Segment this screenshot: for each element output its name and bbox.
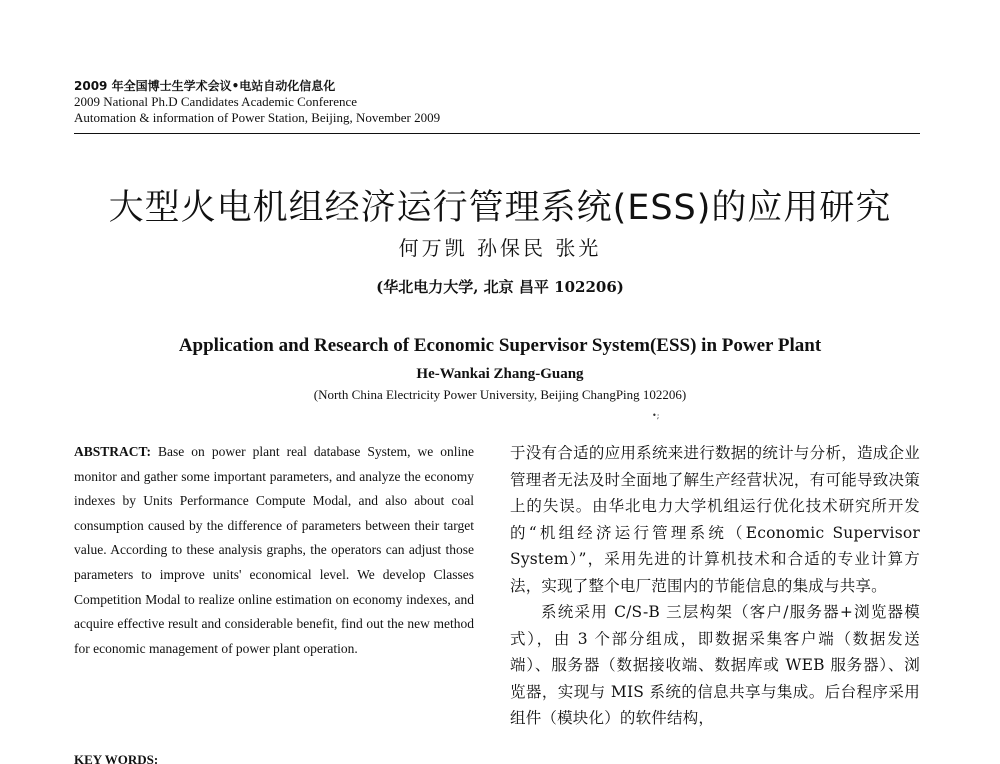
conference-venue: Automation & information of Power Station, Beijing, November 2009 — [74, 110, 441, 125]
paper-title-en: Application and Research of Economic Supervisor System(ESS) in Power Plant — [178, 335, 822, 356]
body-paragraph: 系统采用 C/S-B 三层构架（客户/服务器+浏览器模式），由 3 个部分组成，即数据采集客户端（数据发送端）、服务器（数据接收端、数据库或 WEB 服务器）、浏览器，实现与 MIS 系统的信息共享与集成。后台程序采用组件（模块化）的软件结构， — [510, 603, 920, 727]
abstract — [74, 440, 474, 661]
body-column-right — [510, 440, 920, 760]
affiliation-cn: (华北电力大学, 北京 昌平 102206) — [376, 278, 624, 296]
abstract-label: ABSTRACT: — [74, 444, 152, 459]
conference-line-cn: 2009 年全国博士生学术会议•电站自动化信息化 — [74, 79, 336, 93]
affiliation-en: (North China Electricity Power University, Beijing ChangPing 102206) — [313, 387, 687, 402]
abstract-text: Base on power plant real database System, we online monitor and gather some important parameters, and analyze the economy indexes by Units Performance Compute Modal, and also about coal consumption caused by the difference of parameters between their target value. According to these analysis graphs, the operators can adjust those parameters to improve units' economical level. We develop Classes Competition Modal to realize online estimation on economy indexes, and acquire effective result and considerable benefit, find out the new method for economic management of power plant operation. — [74, 444, 475, 656]
conference-line-en: 2009 National Ph.D Candidates Academic Conference — [74, 94, 358, 109]
authors-cn: 何万凯 孙保民 张光 — [398, 236, 602, 260]
paper-title-cn: 大型火电机组经济运行管理系统(ESS)的应用研究 — [108, 188, 892, 228]
scan-speck: •; — [652, 411, 660, 420]
authors-en: He-Wankai Zhang-Guang — [416, 366, 584, 382]
body-paragraph: 于没有合适的应用系统来进行数据的统计与分析，造成企业管理者无法及时全面地了解生产经营状况，有可能导致决策上的失误。由华北电力大学机组运行优化技术研究所开发的“机组经济运行管理系统（Economic Supervisor System）”，采用先进的计算机技术和合适的专业计算方法，实现了整个电厂范围内的节能信息的集成与共享。 — [510, 444, 920, 595]
conference-header — [74, 78, 920, 126]
header-rule — [74, 133, 920, 134]
keywords-label: KEY WORDS: — [74, 752, 159, 764]
